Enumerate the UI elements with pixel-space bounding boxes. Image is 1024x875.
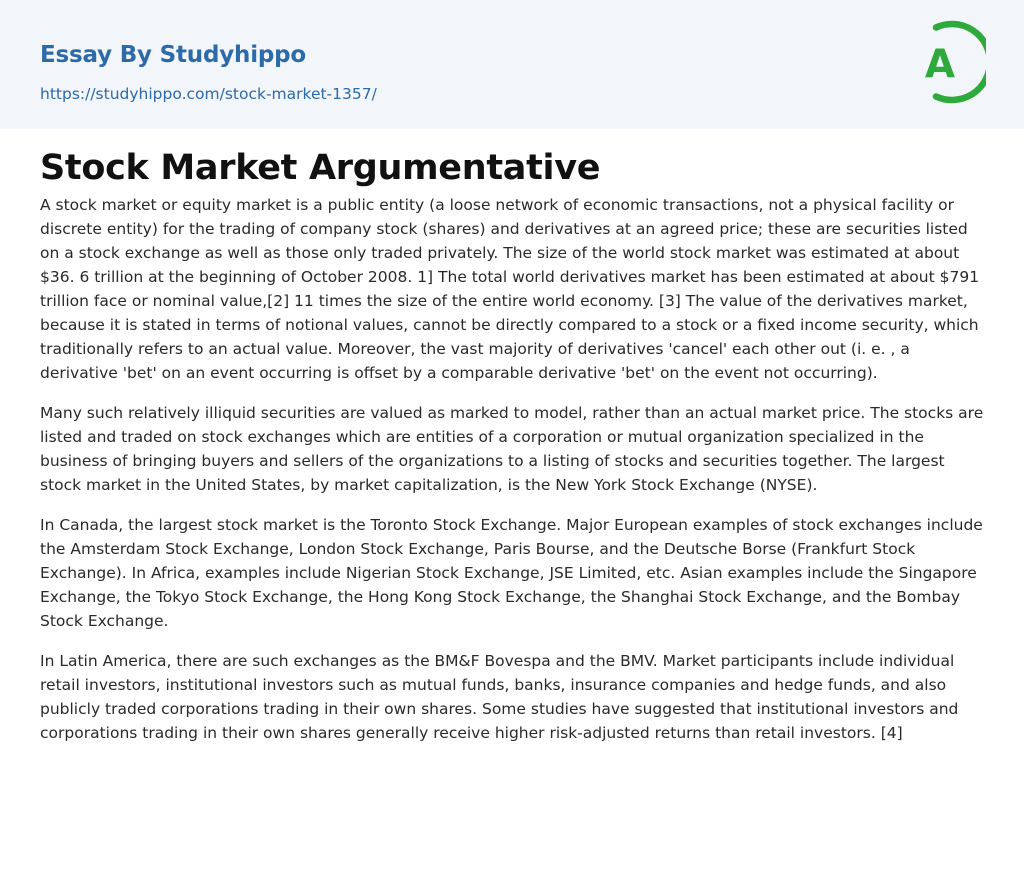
article-paragraph: Many such relatively illiquid securities are valued as marked to model, rather than an actual market price. The stocks are listed and traded on stock exchanges which are entities of a corporation or mutual organization specialized in the business of bringing buyers and sellers of the organizations to a listing of stocks and securities together. The largest stock market in the United States, by market capitalization, is the New York Stock Exchange (NYSE).: [40, 404, 984, 494]
logo-letter: A: [924, 42, 956, 87]
article-paragraph: A stock market or equity market is a public entity (a loose network of economic transactions, not a physical facility or discrete entity) for the trading of company stock (shares) and derivatives at an agreed price; these are securities listed on a stock exchange as well as those only traded privately. The size of the world stock market was estimated at about $36. 6 trillion at the beginning of October 2008. 1] The total world derivatives market has been estimated at about $791 trillion face or nominal value,[2] 11 times the size of the entire world economy. [3] The value of the derivatives market, because it is stated in terms of notional values, cannot be directly compared to a stock or a fixed income security, which traditionally refers to an actual value. Moreover, the vast majority of derivatives 'cancel' each other out (i. e. , a derivative 'bet' on an event occurring is offset by a comparable derivative 'bet' on the event not occurring).: [40, 196, 980, 382]
article: [0, 129, 1024, 745]
article-title: Stock Market Argumentative: [40, 148, 601, 188]
article-paragraph: In Latin America, there are such exchanges as the BM&F Bovespa and the BMV. Market participants include individual retail investors, institutional investors such as mutual funds, banks, insurance companies and hedge funds, and also publicly traded corporations trading in their own shares. Some studies have suggested that institutional investors and corporations trading in their own shares generally receive higher risk-adjusted returns than retail investors. [4]: [40, 652, 959, 742]
studyhippo-logo-icon[interactable]: [912, 18, 986, 106]
article-paragraph: In Canada, the largest stock market is the Toronto Stock Exchange. Major European examples of stock exchanges include the Amsterdam Stock Exchange, London Stock Exchange, Paris Bourse, and the Deutsche Borse (Frankfurt Stock Exchange). In Africa, examples include Nigerian Stock Exchange, JSE Limited, etc. Asian examples include the Singapore Exchange, the Tokyo Stock Exchange, the Hong Kong Stock Exchange, the Shanghai Stock Exchange, and the Bombay Stock Exchange.: [40, 516, 983, 630]
essay-url-link[interactable]: https://studyhippo.com/stock-market-1357/: [40, 85, 377, 103]
site-header: [0, 0, 1024, 129]
site-brand[interactable]: Essay By Studyhippo: [40, 42, 307, 68]
